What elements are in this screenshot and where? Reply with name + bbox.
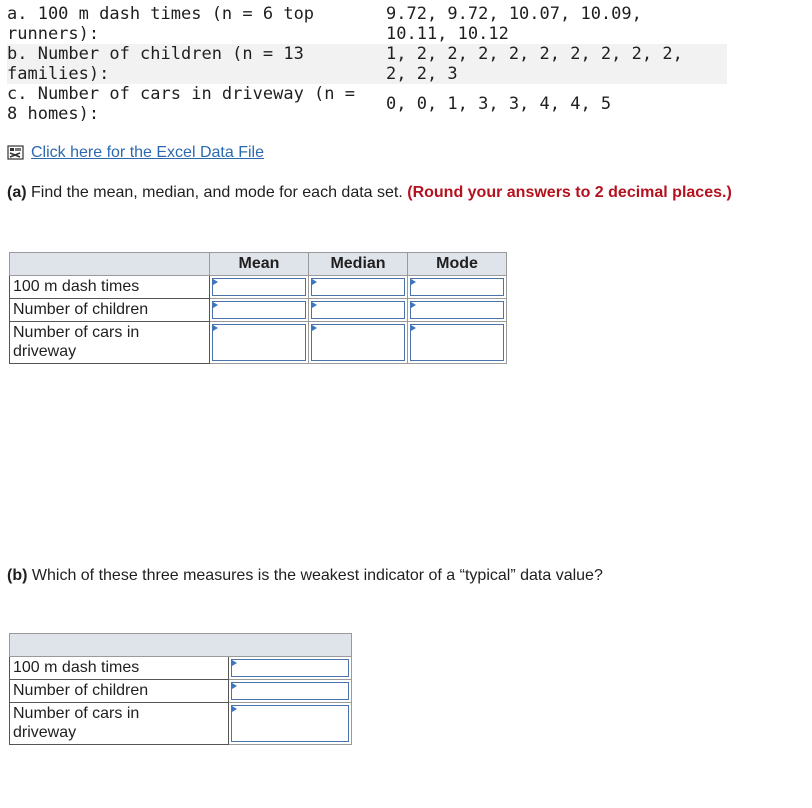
row-label-dash: 100 m dash times <box>10 657 229 680</box>
mean-input-cars[interactable] <box>210 322 309 364</box>
table-row <box>10 703 352 745</box>
header-blank <box>10 634 352 657</box>
mean-input-children[interactable] <box>210 299 309 322</box>
table-header-row <box>10 634 352 657</box>
table-row <box>10 299 507 322</box>
row-label-cars: Number of cars in driveway <box>10 703 229 745</box>
median-input-dash[interactable] <box>309 276 408 299</box>
excel-data-link[interactable] <box>7 144 264 162</box>
median-input-children[interactable] <box>309 299 408 322</box>
rounding-note: (Round your answers to 2 decimal places.) <box>407 184 732 201</box>
question-b-text: Which of these three measures is the weakest indicator of a “typical” data value? <box>27 567 603 584</box>
row-label-children: Number of children <box>10 299 210 322</box>
weakest-select-dash[interactable] <box>229 657 352 680</box>
median-input-cars[interactable] <box>309 322 408 364</box>
answer-table-b <box>9 633 352 745</box>
weakest-select-cars[interactable] <box>229 703 352 745</box>
table-header-row <box>10 253 507 276</box>
table-row <box>10 276 507 299</box>
mode-input-children[interactable] <box>408 299 507 322</box>
mean-input-dash[interactable] <box>210 276 309 299</box>
header-mode: Mode <box>408 253 507 276</box>
data-sets <box>7 4 727 124</box>
question-b-prefix: (b) <box>7 567 28 584</box>
row-label-cars: Number of cars in driveway <box>10 322 210 364</box>
header-blank <box>10 253 210 276</box>
mode-input-dash[interactable] <box>408 276 507 299</box>
row-label-children: Number of children <box>10 680 229 703</box>
table-row <box>10 657 352 680</box>
dataset-a-values: 9.72, 9.72, 10.07, 10.09, 10.11, 10.12 <box>386 4 642 44</box>
header-mean: Mean <box>210 253 309 276</box>
dataset-c <box>7 84 727 124</box>
table-row <box>10 680 352 703</box>
header-median: Median <box>309 253 408 276</box>
dataset-b-label: b. Number of children (n = 13 families): <box>7 44 304 84</box>
answer-table-a <box>9 252 507 364</box>
excel-link-text[interactable]: Click here for the Excel Data File <box>31 144 264 161</box>
question-a-prefix: (a) <box>7 184 27 201</box>
dataset-c-values: 0, 0, 1, 3, 3, 4, 4, 5 <box>386 94 612 114</box>
dataset-a-label: a. 100 m dash times (n = 6 top runners): <box>7 4 315 44</box>
excel-file-icon <box>7 145 25 161</box>
dataset-b-values: 1, 2, 2, 2, 2, 2, 2, 2, 2, 2, 2, 2, 3 <box>386 44 683 84</box>
dataset-a <box>7 4 727 44</box>
table-row <box>10 322 507 364</box>
dataset-c-label: c. Number of cars in driveway (n = 8 homes): <box>7 84 355 124</box>
row-label-dash: 100 m dash times <box>10 276 210 299</box>
dataset-b <box>7 44 727 84</box>
question-a <box>7 184 732 202</box>
mode-input-cars[interactable] <box>408 322 507 364</box>
question-b <box>7 567 603 585</box>
weakest-select-children[interactable] <box>229 680 352 703</box>
question-a-text: Find the mean, median, and mode for each data set. <box>26 184 408 201</box>
